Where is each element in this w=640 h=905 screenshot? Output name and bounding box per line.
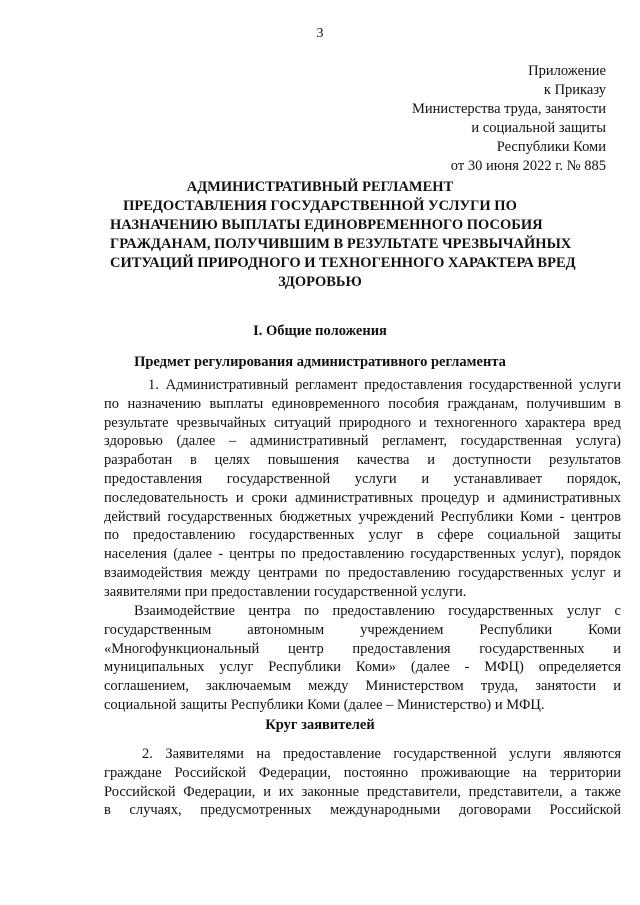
paragraph-line: социальной защиты Республики Коми (далее – Министерство) и МФЦ. [104,696,545,713]
paragraph-line: по назначению выплаты единовременного пособия гражданам, получившим в [104,395,621,412]
paragraph-line: муниципальных услуг Республики Коми» (далее - МФЦ) определяется [104,659,621,676]
title-line: СИТУАЦИЙ ПРИРОДНОГО И ТЕХНОГЕННОГО ХАРАКТЕРА ВРЕД [110,255,576,271]
title-line: ПРЕДОСТАВЛЕНИЯ ГОСУДАРСТВЕННОЙ УСЛУГИ ПО [123,198,517,214]
paragraph-line: взаимодействия между центрами по предоставлению государственных услуг и [104,564,621,581]
subsection-heading-subject: Предмет регулирования административного регламента [134,354,506,370]
title-line: НАЗНАЧЕНИЮ ВЫПЛАТЫ ЕДИНОВРЕМЕННОГО ПОСОБИЯ [110,217,543,233]
paragraph-line: предоставления государственной услуги и устанавливает порядок, [104,470,621,487]
document-title [110,178,576,292]
paragraph-line: заявителями при предоставлении государственной услуги. [104,583,467,600]
title-line: ГРАЖДАНАМ, ПОЛУЧИВШИМ В РЕЗУЛЬТАТЕ ЧРЕЗВЫЧАЙНЫХ [110,236,572,252]
paragraph-line: населения (далее - центры по предоставлению государственных услуг), порядок [104,546,621,563]
subsection-heading-applicants: Круг заявителей [265,717,375,733]
paragraph-line: «Многофункциональный центр предоставления государственных и [104,640,621,657]
appendix-line: от 30 июня 2022 г. № 885 [450,158,606,174]
section-heading: I. Общие положения [253,323,387,339]
paragraph-line: последовательность и сроки административных процедур и административных [104,489,621,506]
paragraph-line: граждане Российской Федерации, постоянно проживающие на территории [104,764,621,781]
appendix-line: Республики Коми [496,139,606,155]
appendix-line: к Приказу [543,82,606,98]
paragraph-line: 2. Заявителями на предоставление государственной услуги являются [142,746,621,762]
paragraph-line: Российской Федерации, и их законные представители, представители, а также [104,783,621,800]
paragraph-line: по предоставлению государственных услуг в сфере социальной защиты [104,527,621,544]
paragraph-1 [104,376,621,602]
appendix-line: и социальной защиты [471,120,606,136]
paragraph-line: результате чрезвычайных ситуаций природного и техногенного характера вред [104,414,621,431]
title-line: АДМИНИСТРАТИВНЫЙ РЕГЛАМЕНТ [186,179,454,195]
paragraph-2 [104,602,621,715]
paragraph-line: Взаимодействие центра по предоставлению государственных услуг с [134,603,621,619]
paragraph-line: действий государственных бюджетных учреждений Республики Коми - центров [104,508,621,525]
paragraph-line: в случаях, предусмотренных международными договорами Российской [104,802,621,819]
appendix-block [412,62,606,176]
page-number: 3 [316,26,324,41]
paragraph-line: соглашением, заключаемым между Министерством труда, занятости и [104,678,621,695]
paragraph-line: государственным автономным учреждением Республики Коми [104,621,621,638]
paragraph-line: разработан в целях повышения качества и доступности результатов [104,452,621,469]
appendix-line: Приложение [528,63,606,79]
title-line: ЗДОРОВЬЮ [278,274,362,290]
paragraph-line: здоровью (далее – административный регламент, государственная услуга) [104,433,621,450]
paragraph-line: 1. Административный регламент предоставления государственной услуги [148,377,621,393]
appendix-line: Министерства труда, занятости [412,101,606,117]
paragraph-3 [104,745,621,820]
